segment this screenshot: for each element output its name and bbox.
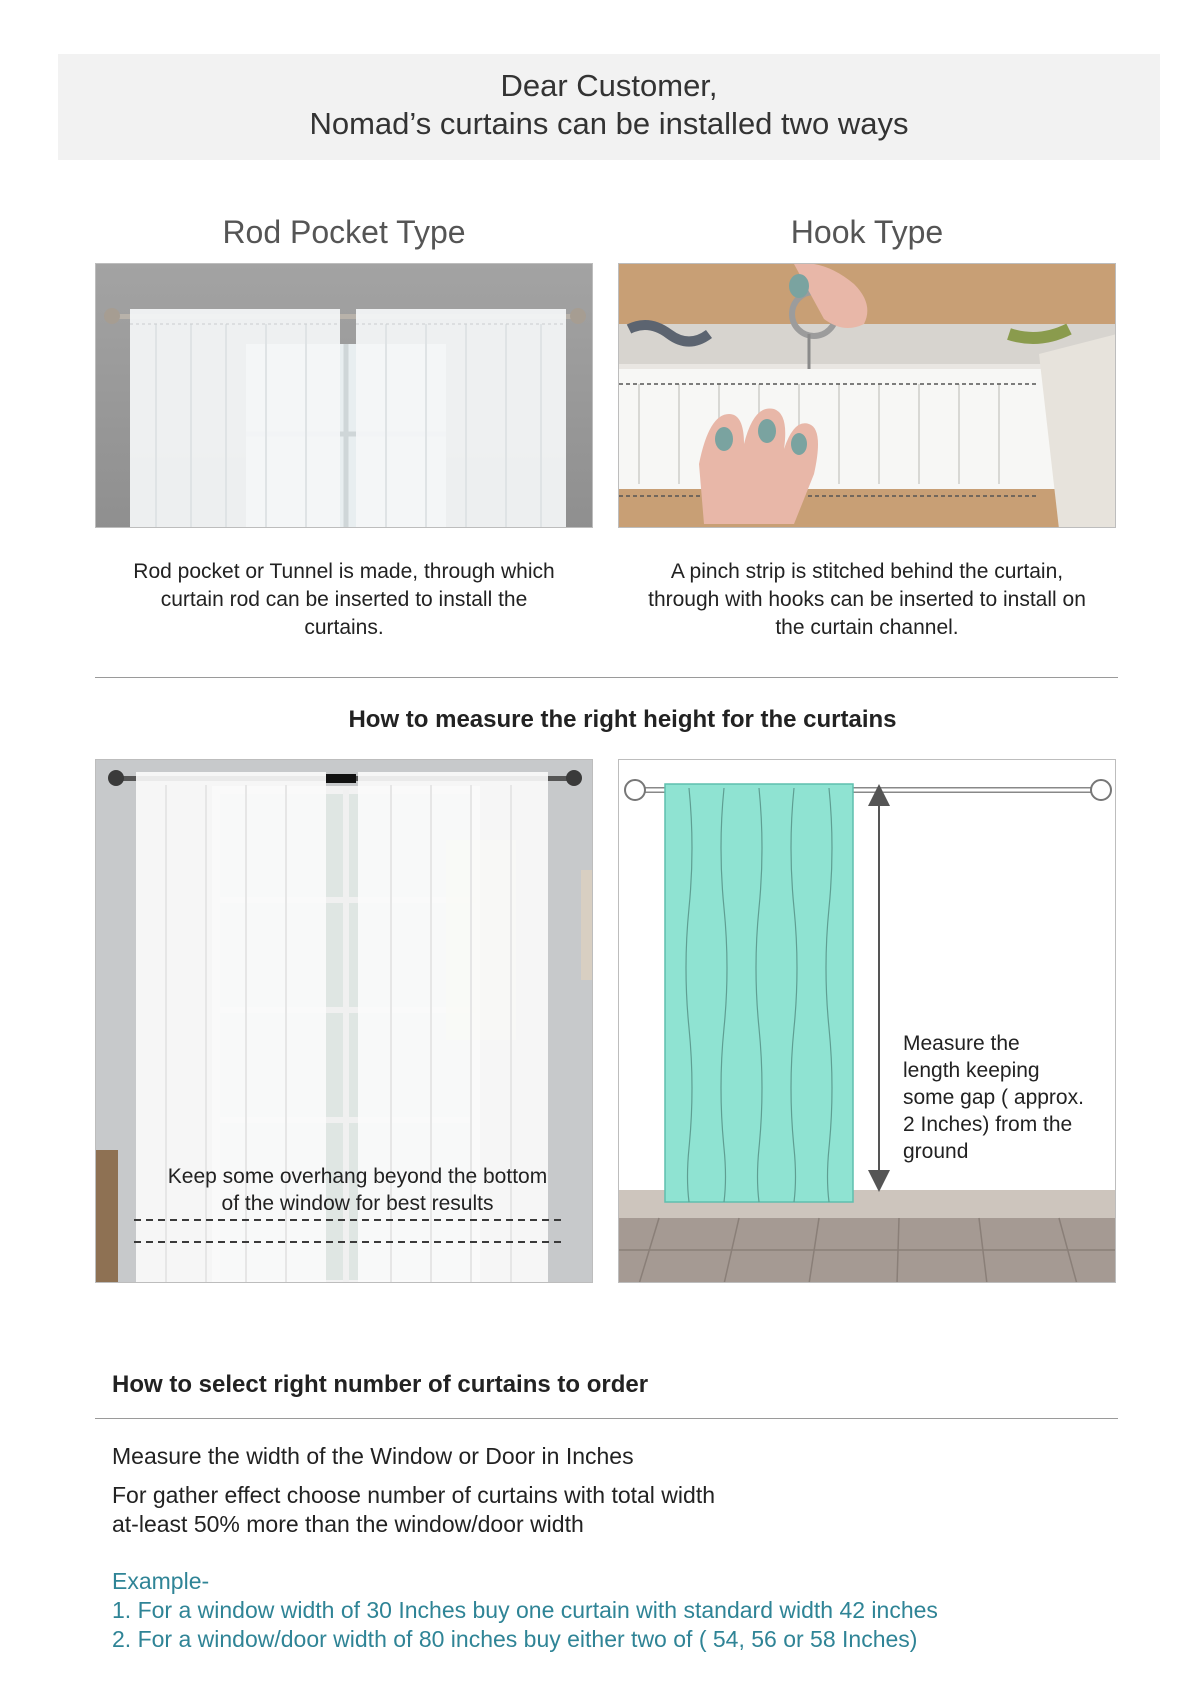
divider — [95, 677, 1118, 678]
rod-pocket-desc-line: curtains. — [304, 616, 384, 639]
measure-diagram-svg — [619, 760, 1116, 1283]
measure-diagram — [618, 759, 1116, 1283]
overhang-line: Keep some overhang beyond the bottom — [167, 1165, 548, 1188]
measure-line: some gap ( approx. — [903, 1086, 1084, 1109]
overhang-line: of the window for best results — [221, 1192, 494, 1215]
rod-pocket-photo — [95, 263, 593, 528]
measure-width-instruction: Measure the width of the Window or Door in Inches — [112, 1443, 634, 1469]
measure-line: 2 Inches) from the — [903, 1113, 1073, 1136]
hook-type-desc-line: A pinch strip is stitched behind the curtain, — [670, 560, 1064, 583]
header-banner — [58, 54, 1160, 160]
hook-type-title: Hook Type — [790, 214, 944, 250]
count-section-title: How to select right number of curtains to order — [112, 1371, 649, 1398]
rod-pocket-desc-line: curtain rod can be inserted to install the — [160, 588, 528, 611]
measure-note — [903, 1030, 1113, 1165]
rod-pocket-desc-line: Rod pocket or Tunnel is made, through which — [133, 560, 555, 583]
hook-type-photo — [618, 263, 1116, 528]
height-section-title: How to measure the right height for the curtains — [348, 706, 897, 733]
hook-type-description — [618, 558, 1116, 642]
rod-pocket-illustration — [96, 264, 593, 528]
gather-instruction-line: For gather effect choose number of curtains with total width — [112, 1482, 715, 1508]
gather-instruction-line: at-least 50% more than the window/door width — [112, 1511, 584, 1537]
example-item: 2. For a window/door width of 80 inches buy either two of ( 54, 56 or 58 Inches) — [112, 1626, 918, 1652]
hook-type-desc-line: the curtain channel. — [775, 616, 959, 639]
measure-line: length keeping — [903, 1059, 1040, 1082]
rod-pocket-description — [95, 558, 593, 642]
hook-type-illustration — [619, 264, 1116, 528]
greeting: Dear Customer, — [500, 68, 718, 103]
measure-line: ground — [903, 1140, 969, 1163]
measure-line: Measure the — [903, 1032, 1020, 1055]
hook-type-desc-line: through with hooks can be inserted to install on — [648, 588, 1086, 611]
overhang-note — [150, 1163, 565, 1217]
rod-pocket-title: Rod Pocket Type — [222, 214, 466, 250]
example-heading: Example- — [112, 1568, 210, 1594]
divider — [95, 1418, 1118, 1419]
example-item: 1. For a window width of 30 Inches buy one curtain with standard width 42 inches — [112, 1597, 938, 1623]
header-subtitle: Nomad’s curtains can be installed two ways — [309, 106, 909, 141]
